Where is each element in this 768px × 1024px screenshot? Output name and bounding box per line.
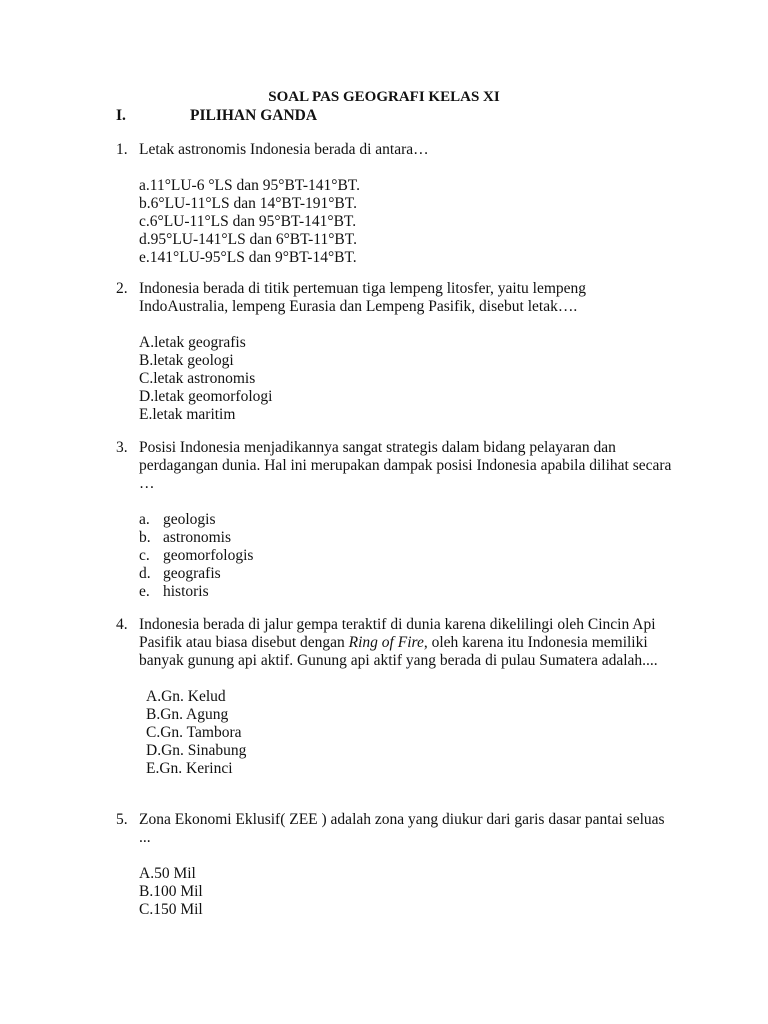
question-number: 1. — [116, 141, 128, 158]
option-a: a. geologis — [139, 511, 216, 528]
option-c: C.Gn. Tambora — [146, 724, 242, 741]
question-text: Indonesia berada di titik pertemuan tiga lempeng litosfer, yaitu lempeng IndoAustralia, lempeng Eurasia dan Lempeng Pasifik, disebut letak…. — [139, 280, 587, 315]
option-b: B.letak geologi — [139, 352, 234, 369]
italic-term: Ring of Fire — [348, 634, 424, 651]
option-c: C.letak astronomis — [139, 370, 256, 387]
option-list — [139, 177, 676, 267]
option-list — [139, 865, 676, 919]
option-list — [139, 511, 676, 601]
option-d: d.95°LU-141°LS dan 6°BT-11°BT. — [139, 231, 357, 248]
option-b: b. astronomis — [139, 529, 232, 546]
question-3 — [116, 439, 676, 601]
question-text: Posisi Indonesia menjadikannya sangat strategis dalam bidang pelayaran dan perdagangan dunia. Hal ini merupakan dampak posisi Indonesia apabila dilihat secara … — [139, 439, 672, 492]
question-text: Zona Ekonomi Eklusif( ZEE ) adalah zona yang diukur dari garis dasar pantai seluas ... — [139, 811, 665, 846]
question-1 — [116, 141, 676, 267]
question-text: Indonesia berada di jalur gempa teraktif di dunia karena dikelilingi oleh Cincin Api Pasifik atau biasa disebut dengan Ring of Fire, oleh karena itu Indonesia memiliki banyak gunung api aktif. Gunung api aktif yang berada di pulau Sumatera adalah.... — [139, 616, 658, 669]
option-b: B.100 Mil — [139, 883, 203, 900]
option-c: c.6°LU-11°LS dan 95°BT-141°BT. — [139, 213, 357, 230]
question-number: 3. — [116, 439, 128, 456]
option-a: A.letak geografis — [139, 334, 246, 351]
option-a: a.11°LU-6 °LS dan 95°BT-141°BT. — [139, 177, 360, 194]
option-b: b.6°LU-11°LS dan 14°BT-191°BT. — [139, 195, 357, 212]
option-e: E.letak maritim — [139, 406, 236, 423]
question-4 — [116, 616, 676, 778]
option-d: D.Gn. Sinabung — [146, 742, 247, 759]
option-d: D.letak geomorfologi — [139, 388, 273, 405]
option-a: A.Gn. Kelud — [146, 688, 226, 705]
document-title: SOAL PAS GEOGRAFI KELAS XI — [268, 89, 500, 105]
section-heading — [116, 107, 317, 125]
question-number: 5. — [116, 811, 128, 828]
option-e: e.141°LU-95°LS dan 9°BT-14°BT. — [139, 249, 357, 266]
option-e: e. historis — [139, 583, 209, 600]
option-list — [139, 334, 676, 424]
option-c: c. geomorfologis — [139, 547, 254, 564]
option-b: B.Gn. Agung — [146, 706, 229, 723]
section-label: PILIHAN GANDA — [190, 107, 318, 124]
question-2 — [116, 280, 676, 424]
option-c: C.150 Mil — [139, 901, 203, 918]
option-d: d. geografis — [139, 565, 221, 582]
option-e: E.Gn. Kerinci — [146, 760, 233, 777]
question-number: 4. — [116, 616, 128, 633]
option-list — [146, 688, 676, 778]
question-number: 2. — [116, 280, 128, 297]
question-text: Letak astronomis Indonesia berada di antara… — [139, 141, 429, 158]
question-5 — [116, 811, 676, 919]
option-a: A.50 Mil — [139, 865, 196, 882]
section-number: I. — [116, 107, 126, 124]
